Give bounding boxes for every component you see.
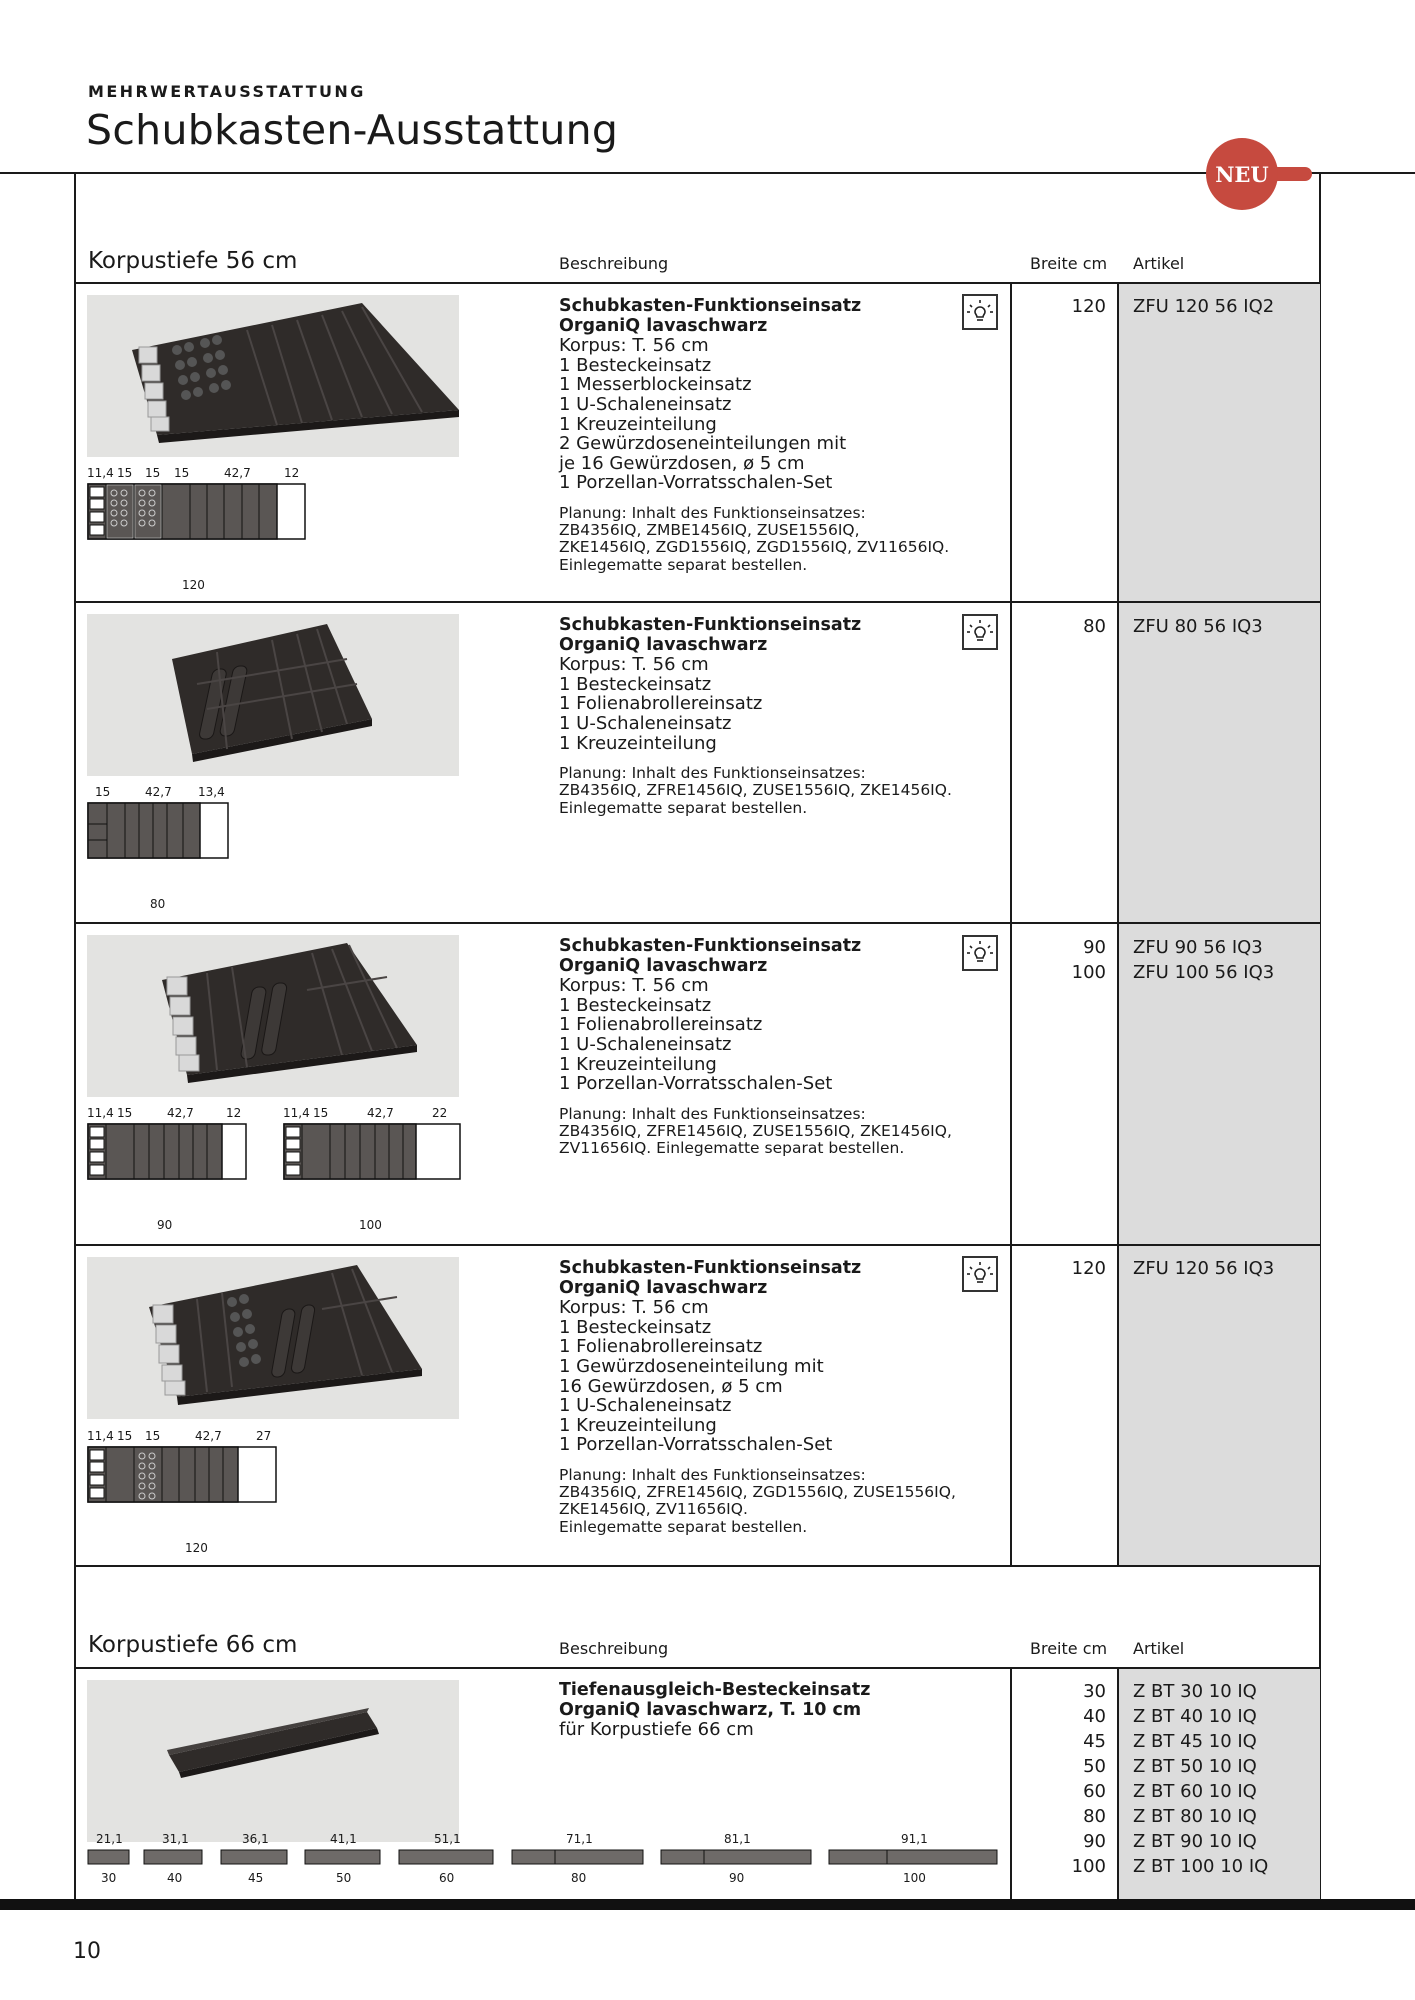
column-divider bbox=[1010, 284, 1012, 1566]
product-name: Schubkasten-Funktionseinsatz bbox=[559, 615, 862, 635]
width-value: 80 bbox=[1083, 616, 1106, 637]
column-divider bbox=[1117, 284, 1119, 1566]
dim-width: 80 bbox=[150, 897, 166, 911]
dim-label: 11,4 bbox=[87, 1429, 114, 1443]
article-number: Z BT 40 10 IQ bbox=[1133, 1706, 1257, 1727]
dim-label: 42,7 bbox=[367, 1106, 394, 1120]
planning-line: ZB4356IQ, ZFRE1456IQ, ZUSE1556IQ, ZKE1456IQ, bbox=[559, 1121, 952, 1140]
article-number: Z BT 90 10 IQ bbox=[1133, 1831, 1257, 1852]
strip-depth-label: 91,1 bbox=[901, 1832, 928, 1846]
dim-label: 42,7 bbox=[224, 466, 251, 480]
product-image bbox=[87, 1257, 459, 1419]
planning-note bbox=[559, 505, 979, 574]
artikel-column-bg-56 bbox=[1118, 284, 1320, 1566]
dim-label: 15 bbox=[117, 466, 133, 480]
dim-width: 120 bbox=[182, 578, 205, 592]
spec-line: 1 U-Schaleneinsatz bbox=[559, 1395, 732, 1417]
planning-line: ZB4356IQ, ZFRE1456IQ, ZUSE1556IQ, ZKE1456IQ. bbox=[559, 781, 952, 800]
dim-label: 42,7 bbox=[195, 1429, 222, 1443]
product-name: Schubkasten-Funktionseinsatz bbox=[559, 936, 862, 956]
width-value: 90 bbox=[1083, 1831, 1106, 1852]
width-value: 50 bbox=[1083, 1756, 1106, 1777]
width-values bbox=[1006, 1679, 1106, 1879]
spec-line: 1 Besteckeinsatz bbox=[559, 994, 712, 1016]
width-values bbox=[1006, 1256, 1106, 1281]
spec-line: 1 U-Schaleneinsatz bbox=[559, 1033, 732, 1055]
spec-line: Korpus: T. 56 cm bbox=[559, 1297, 709, 1319]
article-number: ZFU 90 56 IQ3 bbox=[1133, 937, 1263, 958]
strip-width-label: 30 bbox=[101, 1871, 117, 1885]
planning-line: ZKE1456IQ, ZGD1556IQ, ZGD1556IQ, ZV11656IQ. bbox=[559, 538, 950, 557]
article-number: ZFU 80 56 IQ3 bbox=[1133, 616, 1263, 637]
product-variant: OrganiQ lavaschwarz bbox=[559, 315, 768, 336]
product-variant: OrganiQ lavaschwarz, T. 10 cm bbox=[559, 1699, 862, 1720]
spec-line: 1 Porzellan-Vorratsschalen-Set bbox=[559, 1434, 833, 1456]
article-number: ZFU 120 56 IQ3 bbox=[1133, 1258, 1275, 1279]
spec-line: 1 Folienabrollereinsatz bbox=[559, 1014, 763, 1036]
width-value: 90 bbox=[1083, 937, 1106, 958]
row-divider bbox=[74, 922, 1321, 924]
spec-line: 1 Besteckeinsatz bbox=[559, 354, 712, 376]
lightbulb-icon bbox=[962, 614, 998, 650]
width-value: 80 bbox=[1083, 1806, 1106, 1827]
dim-label: 15 bbox=[117, 1106, 133, 1120]
row-divider bbox=[74, 282, 1321, 284]
section-title-56: Korpustiefe 56 cm bbox=[88, 248, 298, 274]
spec-line: 1 Folienabrollereinsatz bbox=[559, 693, 763, 715]
strip-depth-label: 31,1 bbox=[162, 1832, 189, 1846]
article-numbers bbox=[1133, 294, 1274, 319]
spec-line: 1 Besteckeinsatz bbox=[559, 673, 712, 695]
article-numbers bbox=[1133, 1256, 1274, 1281]
article-number: Z BT 45 10 IQ bbox=[1133, 1731, 1257, 1752]
strip-width-label: 60 bbox=[439, 1871, 455, 1885]
dim-label: 11,4 bbox=[283, 1106, 310, 1120]
dim-label: 27 bbox=[256, 1429, 272, 1443]
strip-diagram bbox=[87, 1832, 1007, 1884]
width-value: 40 bbox=[1083, 1706, 1106, 1727]
product-description bbox=[559, 1681, 979, 1740]
dim-label: 12 bbox=[226, 1106, 242, 1120]
col-header-artikel: Artikel bbox=[1133, 254, 1185, 273]
col-header-breite: Breite cm bbox=[1030, 1639, 1108, 1658]
dim-width: 90 bbox=[157, 1218, 173, 1232]
product-description bbox=[559, 616, 979, 817]
dim-label: 11,4 bbox=[87, 1106, 114, 1120]
product-description bbox=[559, 1259, 979, 1536]
spec-line: 1 Kreuzeinteilung bbox=[559, 732, 717, 754]
width-value: 60 bbox=[1083, 1781, 1106, 1802]
new-badge: NEU bbox=[1206, 138, 1278, 210]
dim-label: 11,4 bbox=[87, 466, 114, 480]
lightbulb-icon bbox=[962, 294, 998, 330]
page-title: Schubkasten-Ausstattung bbox=[86, 106, 619, 154]
lightbulb-icon bbox=[962, 935, 998, 971]
strip-depth-label: 41,1 bbox=[330, 1832, 357, 1846]
col-header-breite: Breite cm bbox=[1030, 254, 1108, 273]
spec-line: 1 Kreuzeinteilung bbox=[559, 1053, 717, 1075]
row-divider bbox=[74, 1244, 1321, 1246]
dim-label: 22 bbox=[432, 1106, 448, 1120]
strip-depth-label: 51,1 bbox=[434, 1832, 461, 1846]
spec-line: Korpus: T. 56 cm bbox=[559, 654, 709, 676]
planning-note bbox=[559, 1106, 979, 1158]
spec-line: 1 Messerblockeinsatz bbox=[559, 374, 752, 396]
article-number: Z BT 80 10 IQ bbox=[1133, 1806, 1257, 1827]
row-divider bbox=[74, 1667, 1321, 1669]
product-name: Tiefenausgleich-Besteckeinsatz bbox=[559, 1680, 871, 1700]
product-image bbox=[87, 1680, 459, 1842]
column-divider bbox=[1117, 1668, 1119, 1899]
col-header-beschreibung: Beschreibung bbox=[559, 254, 669, 273]
dim-label: 15 bbox=[145, 466, 161, 480]
planning-line: ZB4356IQ, ZMBE1456IQ, ZUSE1556IQ, bbox=[559, 521, 860, 540]
planning-line: Einlegematte separat bestellen. bbox=[559, 555, 808, 574]
page-number: 10 bbox=[73, 1939, 101, 1964]
planning-line: ZV11656IQ. Einlegematte separat bestellen. bbox=[559, 1139, 905, 1158]
product-name: Schubkasten-Funktionseinsatz bbox=[559, 296, 862, 316]
strip-depth-label: 81,1 bbox=[724, 1832, 751, 1846]
spec-line: 1 Kreuzeinteilung bbox=[559, 413, 717, 435]
dim-label: 42,7 bbox=[145, 785, 172, 799]
spec-line: je 16 Gewürzdosen, ø 5 cm bbox=[559, 452, 805, 474]
spec-line: 1 Besteckeinsatz bbox=[559, 1316, 712, 1338]
article-number: Z BT 50 10 IQ bbox=[1133, 1756, 1257, 1777]
product-description bbox=[559, 297, 979, 574]
dim-width: 100 bbox=[359, 1218, 382, 1232]
width-value: 30 bbox=[1083, 1681, 1106, 1702]
col-header-artikel: Artikel bbox=[1133, 1639, 1185, 1658]
dim-label: 13,4 bbox=[198, 785, 225, 799]
spec-line: Korpus: T. 56 cm bbox=[559, 335, 709, 357]
product-variant: OrganiQ lavaschwarz bbox=[559, 634, 768, 655]
article-number: ZFU 100 56 IQ3 bbox=[1133, 962, 1275, 983]
spec-line: 1 U-Schaleneinsatz bbox=[559, 712, 732, 734]
product-description bbox=[559, 937, 979, 1157]
strip-width-label: 40 bbox=[167, 1871, 183, 1885]
spec-line: 2 Gewürzdoseneinteilungen mit bbox=[559, 433, 847, 455]
dim-label: 15 bbox=[313, 1106, 329, 1120]
planning-note bbox=[559, 765, 979, 817]
spec-line: 1 Porzellan-Vorratsschalen-Set bbox=[559, 472, 833, 494]
strip-width-label: 100 bbox=[903, 1871, 926, 1885]
strip-width-label: 80 bbox=[571, 1871, 587, 1885]
strip-width-label: 50 bbox=[336, 1871, 352, 1885]
planning-line: Planung: Inhalt des Funktionseinsatzes: bbox=[559, 1104, 866, 1123]
planning-line: Einlegematte separat bestellen. bbox=[559, 1517, 808, 1536]
row-divider bbox=[74, 601, 1321, 603]
planning-note bbox=[559, 1467, 979, 1536]
spec-line: Korpus: T. 56 cm bbox=[559, 975, 709, 997]
dim-label: 15 bbox=[117, 1429, 133, 1443]
strip-depth-label: 71,1 bbox=[566, 1832, 593, 1846]
planning-line: Planung: Inhalt des Funktionseinsatzes: bbox=[559, 1465, 866, 1484]
strip-width-label: 45 bbox=[248, 1871, 264, 1885]
article-number: Z BT 60 10 IQ bbox=[1133, 1781, 1257, 1802]
product-image bbox=[87, 614, 459, 776]
spec-line: 1 Gewürzdoseneinteilung mit bbox=[559, 1355, 824, 1377]
width-values bbox=[1006, 614, 1106, 639]
article-number: ZFU 120 56 IQ2 bbox=[1133, 296, 1275, 317]
footer-bar bbox=[0, 1899, 1415, 1910]
dim-label: 12 bbox=[284, 466, 300, 480]
spec-line: 1 U-Schaleneinsatz bbox=[559, 393, 732, 415]
article-numbers bbox=[1133, 614, 1263, 639]
section-kicker: MEHRWERTAUSSTATTUNG bbox=[88, 82, 366, 101]
dim-width: 120 bbox=[185, 1541, 208, 1555]
spec-line: 16 Gewürzdosen, ø 5 cm bbox=[559, 1375, 783, 1397]
row-divider bbox=[74, 1565, 1321, 1567]
strip-depth-label: 21,1 bbox=[96, 1832, 123, 1846]
width-value: 100 bbox=[1071, 962, 1106, 983]
planning-line: Einlegematte separat bestellen. bbox=[559, 798, 808, 817]
product-variant: OrganiQ lavaschwarz bbox=[559, 1277, 768, 1298]
article-number: Z BT 30 10 IQ bbox=[1133, 1681, 1257, 1702]
spec-line: 1 Kreuzeinteilung bbox=[559, 1414, 717, 1436]
product-name: Schubkasten-Funktionseinsatz bbox=[559, 1258, 862, 1278]
width-value: 120 bbox=[1071, 296, 1106, 317]
section-title-66: Korpustiefe 66 cm bbox=[88, 1632, 298, 1658]
planning-line: Planung: Inhalt des Funktionseinsatzes: bbox=[559, 503, 866, 522]
spec-line: für Korpustiefe 66 cm bbox=[559, 1719, 754, 1741]
width-value: 100 bbox=[1071, 1856, 1106, 1877]
width-values bbox=[1006, 935, 1106, 985]
planning-line: ZB4356IQ, ZFRE1456IQ, ZGD1556IQ, ZUSE1556IQ, bbox=[559, 1483, 956, 1502]
dim-label: 15 bbox=[174, 466, 190, 480]
product-image bbox=[87, 295, 459, 457]
product-image bbox=[87, 935, 459, 1097]
article-numbers bbox=[1133, 1679, 1268, 1879]
col-header-beschreibung: Beschreibung bbox=[559, 1639, 669, 1658]
dim-label: 15 bbox=[145, 1429, 161, 1443]
article-number: Z BT 100 10 IQ bbox=[1133, 1856, 1269, 1877]
lightbulb-icon bbox=[962, 1256, 998, 1292]
planning-line: Planung: Inhalt des Funktionseinsatzes: bbox=[559, 764, 866, 783]
dim-label: 15 bbox=[95, 785, 111, 799]
product-variant: OrganiQ lavaschwarz bbox=[559, 955, 768, 976]
width-value: 120 bbox=[1071, 1258, 1106, 1279]
article-numbers bbox=[1133, 935, 1274, 985]
spec-line: 1 Folienabrollereinsatz bbox=[559, 1336, 763, 1358]
spec-line: 1 Porzellan-Vorratsschalen-Set bbox=[559, 1073, 833, 1095]
strip-width-label: 90 bbox=[729, 1871, 745, 1885]
strip-depth-label: 36,1 bbox=[242, 1832, 269, 1846]
dim-label: 42,7 bbox=[167, 1106, 194, 1120]
width-value: 45 bbox=[1083, 1731, 1106, 1752]
width-values bbox=[1006, 294, 1106, 319]
planning-line: ZKE1456IQ, ZV11656IQ. bbox=[559, 1500, 748, 1519]
